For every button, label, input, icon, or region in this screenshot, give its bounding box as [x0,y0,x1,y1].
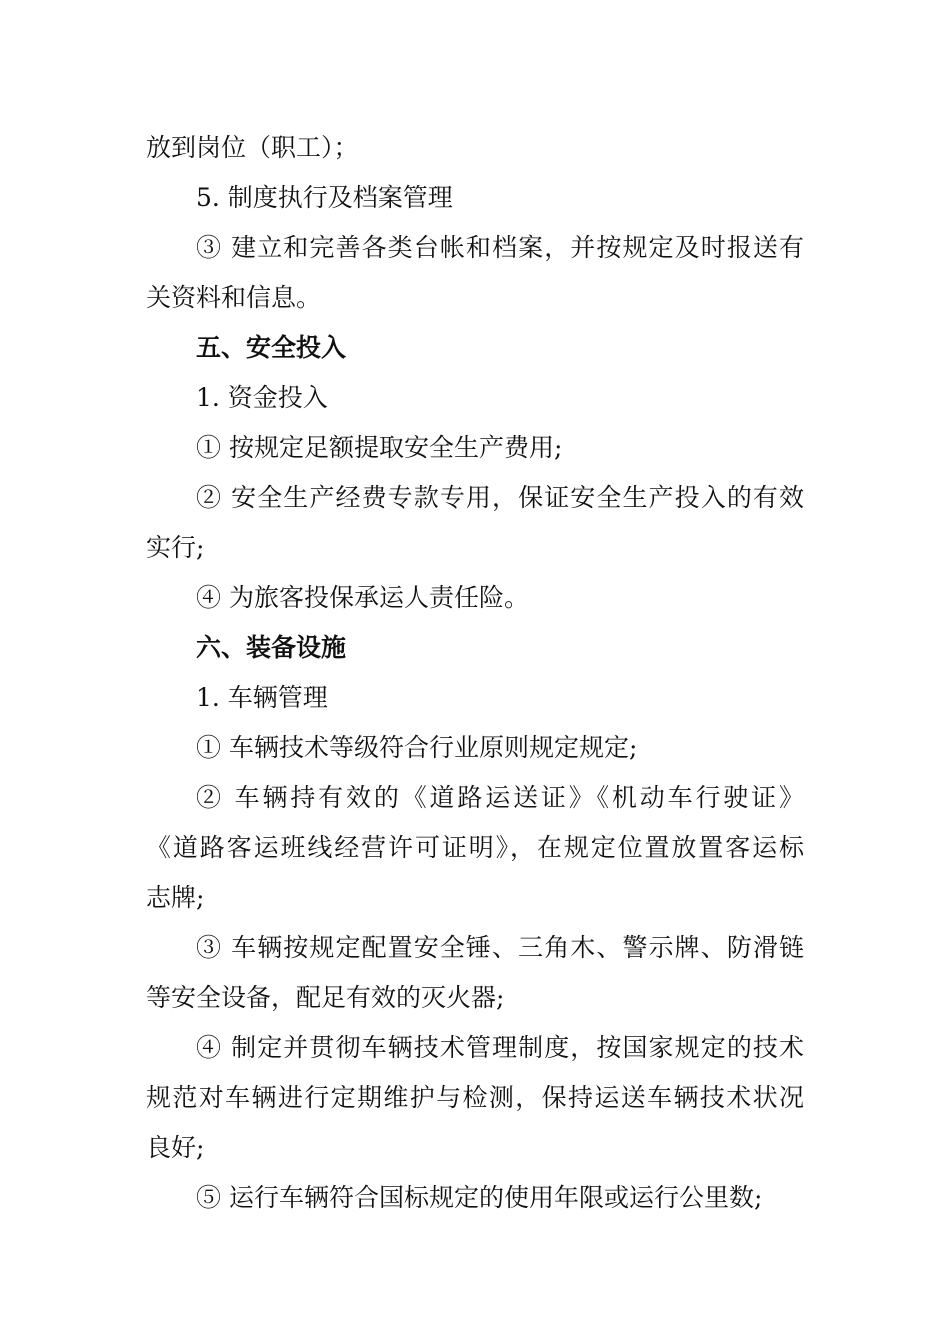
text-line-19: ④ 制定并贯彻车辆技术管理制度，按国家规定的技术 [196,1033,804,1062]
text-line-18: 等安全设备，配足有效的灭火器; [146,983,505,1012]
text-line-4: 关资料和信息。 [146,283,322,312]
text-line-1: 放到岗位（职工）； [146,133,359,162]
text-line-17: ③ 车辆按规定配置安全锤、三角木、警示牌、防滑链 [196,933,804,962]
text-line-10: ④ 为旅客投保承运人责任险。 [196,583,529,612]
text-line-7: ① 按规定足额提取安全生产费用; [196,433,563,462]
text-line-3: ③ 建立和完善各类台帐和档案，并按规定及时报送有 [196,233,804,262]
text-line-8: ② 安全生产经费专款专用，保证安全生产投入的有效 [196,483,804,512]
text-line-6: 1. 资金投入 [196,383,328,412]
text-line-22: ⑤ 运行车辆符合国标规定的使用年限或运行公里数; [196,1183,763,1212]
text-line-16: 志牌; [146,883,205,912]
text-line-12: 1. 车辆管理 [196,683,328,712]
text-line-20: 规范对车辆进行定期维护与检测，保持运送车辆技术状况 [146,1083,804,1112]
text-line-21: 良好; [146,1133,205,1162]
text-line-9: 实行; [146,533,205,562]
text-line-15: 《道路客运班线经营许可证明》，在规定位置放置客运标 [146,833,804,862]
text-line-2: 5. 制度执行及档案管理 [196,183,453,212]
text-line-14: ② 车辆持有效的《道路运送证》《机动车行驶证》 [196,783,804,812]
section-heading-5: 五、安全投入 [196,333,347,362]
section-heading-11: 六、装备设施 [196,633,347,662]
text-line-13: ① 车辆技术等级符合行业原则规定规定; [196,733,638,762]
